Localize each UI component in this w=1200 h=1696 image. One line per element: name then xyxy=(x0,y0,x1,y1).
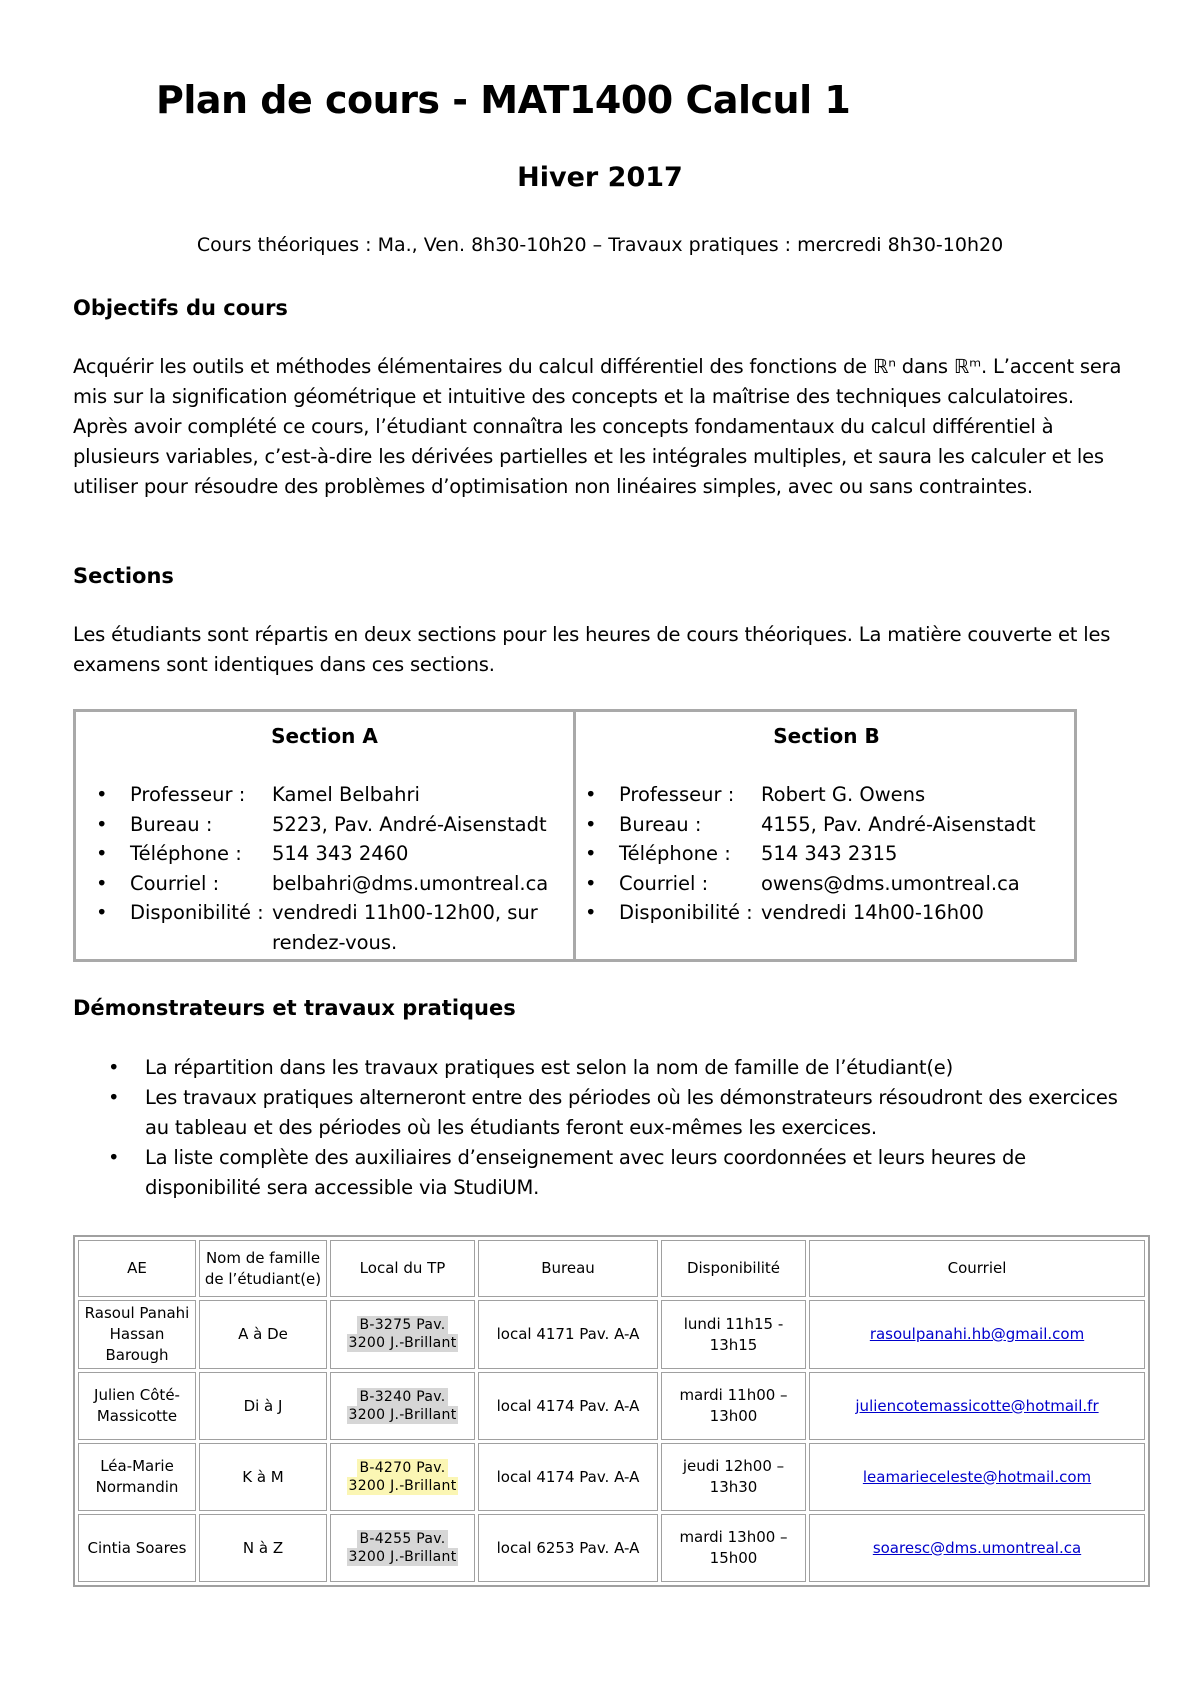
table-row xyxy=(78,1443,1145,1511)
section-b-availability xyxy=(579,898,1074,928)
section-b-list xyxy=(579,780,1074,928)
room-line: B-3240 Pav. xyxy=(359,1388,446,1405)
room-line: 3200 J.-Brillant xyxy=(348,1406,457,1423)
section-b-email xyxy=(579,869,1074,899)
bullet-icon: • xyxy=(108,1086,120,1109)
ae-name: Rasoul Panahi Hassan Barough xyxy=(78,1300,196,1369)
room-line: B-4270 Pav. xyxy=(359,1459,446,1476)
phone-label: Téléphone : xyxy=(130,842,242,865)
section-a-title: Section A xyxy=(271,724,378,748)
demonstrators-heading: Démonstrateurs et travaux pratiques xyxy=(73,996,516,1020)
section-a-office xyxy=(76,810,573,840)
room-line: 3200 J.-Brillant xyxy=(348,1477,457,1494)
email-label: Courriel : xyxy=(619,871,709,895)
bullet-icon: • xyxy=(108,1146,120,1169)
section-a-phone xyxy=(76,839,573,869)
availability-value: vendredi 14h00-16h00 xyxy=(761,901,984,924)
availability: jeudi 12h00 – 13h30 xyxy=(661,1443,806,1511)
col-header-office: Bureau xyxy=(478,1240,658,1297)
availability-value: vendredi 11h00-12h00, sur xyxy=(272,901,538,924)
phone-value: 514 343 2460 xyxy=(272,842,409,865)
professor-value: Robert G. Owens xyxy=(761,783,926,806)
bullet-icon: • xyxy=(96,783,108,806)
section-b-cell xyxy=(579,712,1074,959)
list-item xyxy=(73,1053,1133,1083)
list-item-text: La liste complète des auxiliaires d’enseignement avec leurs coordonnées et leurs heures de disponibilité sera accessible via StudiUM. xyxy=(145,1146,1026,1199)
section-b-office xyxy=(579,810,1074,840)
section-a-list xyxy=(76,780,573,954)
section-b-phone xyxy=(579,839,1074,869)
bullet-icon: • xyxy=(585,812,597,836)
email-value: owens@dms.umontreal.ca xyxy=(761,871,1020,895)
tp-room xyxy=(330,1372,475,1440)
col-header-email: Courriel xyxy=(809,1240,1145,1297)
list-item xyxy=(73,1143,1133,1203)
name-range: K à M xyxy=(199,1443,327,1511)
email-cell xyxy=(809,1514,1145,1582)
office: local 4174 Pav. A-A xyxy=(478,1372,658,1440)
office-value: 5223, Pav. André-Aisenstadt xyxy=(272,812,547,836)
name-range: N à Z xyxy=(199,1514,327,1582)
availability-label: Disponibilité : xyxy=(130,901,264,924)
availability: mardi 11h00 – 13h00 xyxy=(661,1372,806,1440)
section-a-availability xyxy=(76,898,573,954)
availability-label: Disponibilité : xyxy=(619,901,753,924)
bullet-icon: • xyxy=(96,871,108,895)
schedule-line: Cours théoriques : Ma., Ven. 8h30-10h20 – Travaux pratiques : mercredi 8h30-10h20 xyxy=(196,234,1004,256)
name-range: Di à J xyxy=(199,1372,327,1440)
page-title: Plan de cours - MAT1400 Calcul 1 xyxy=(156,78,851,122)
list-item-text: Les travaux pratiques alterneront entre des périodes où les démonstrateurs résoudront des exercices au tableau et des périodes où les étudiants feront eux-mêmes les exercices. xyxy=(145,1086,1118,1139)
col-header-room: Local du TP xyxy=(330,1240,475,1297)
bullet-icon: • xyxy=(96,842,108,865)
availability: lundi 11h15 - 13h15 xyxy=(661,1300,806,1369)
office-label: Bureau : xyxy=(619,812,702,836)
objectives-heading: Objectifs du cours xyxy=(73,296,288,320)
section-a-cell xyxy=(76,712,576,959)
email-link[interactable]: juliencotemassicotte@hotmail.fr xyxy=(855,1396,1099,1415)
email-link[interactable]: soaresc@dms.umontreal.ca xyxy=(872,1538,1082,1557)
objectives-paragraph: Acquérir les outils et méthodes élémentaires du calcul différentiel des fonctions de ℝⁿ dans ℝᵐ. L’accent sera mis sur la signification géométrique et intuitive des concepts et la maîtrise des techniques calculatoires. Après avoir complété ce cours, l’étudiant connaîtra les concepts fondamentaux du calcul différentiel à plusieurs variables, c’est-à-dire les dérivées partielles et les intégrales multiples, et saura les calculer et les utiliser pour résoudre des problèmes d’optimisation non linéaires simples, avec ou sans contraintes. xyxy=(73,355,1122,498)
professor-label: Professeur : xyxy=(619,783,735,806)
professor-label: Professeur : xyxy=(130,783,246,806)
bullet-icon: • xyxy=(585,842,597,865)
bullet-icon: • xyxy=(585,871,597,895)
tp-room xyxy=(330,1514,475,1582)
col-header-ae: AE xyxy=(78,1240,196,1297)
phone-label: Téléphone : xyxy=(619,842,731,865)
bullet-icon: • xyxy=(585,901,597,924)
phone-value: 514 343 2315 xyxy=(761,842,898,865)
list-item xyxy=(73,1083,1133,1143)
email-cell xyxy=(809,1443,1145,1511)
room-line: B-3275 Pav. xyxy=(359,1317,446,1333)
office: local 6253 Pav. A-A xyxy=(478,1514,658,1582)
office-value: 4155, Pav. André-Aisenstadt xyxy=(761,812,1036,836)
table-header-row xyxy=(78,1240,1145,1297)
availability-value-cont: rendez-vous. xyxy=(272,930,398,954)
office: local 4174 Pav. A-A xyxy=(478,1443,658,1511)
section-b-professor xyxy=(579,780,1074,810)
ae-name: Julien Côté-Massicotte xyxy=(78,1372,196,1440)
col-header-name-range: Nom de famille de l’étudiant(e) xyxy=(199,1240,327,1297)
sections-table xyxy=(73,709,1077,962)
table-row xyxy=(78,1514,1145,1582)
ae-name: Léa-Marie Normandin xyxy=(78,1443,196,1511)
section-b-title: Section B xyxy=(773,724,880,748)
email-label: Courriel : xyxy=(130,871,220,895)
ae-name: Cintia Soares xyxy=(78,1514,196,1582)
email-link[interactable]: rasoulpanahi.hb@gmail.com xyxy=(869,1325,1085,1343)
bullet-icon: • xyxy=(585,783,597,806)
col-header-availability: Disponibilité xyxy=(661,1240,806,1297)
email-value: belbahri@dms.umontreal.ca xyxy=(272,871,549,895)
bullet-icon: • xyxy=(108,1056,120,1079)
tp-room xyxy=(330,1300,475,1369)
room-line: 3200 J.-Brillant xyxy=(348,1548,457,1565)
sections-heading: Sections xyxy=(73,564,174,588)
room-line: 3200 J.-Brillant xyxy=(348,1335,457,1351)
table-row xyxy=(78,1300,1145,1369)
list-item-text: La répartition dans les travaux pratiques est selon la nom de famille de l’étudiant(e) xyxy=(145,1056,953,1079)
tp-room xyxy=(330,1443,475,1511)
bullet-icon: • xyxy=(96,901,108,924)
name-range: A à De xyxy=(199,1300,327,1369)
ta-table xyxy=(73,1235,1150,1587)
email-cell xyxy=(809,1372,1145,1440)
bullet-icon: • xyxy=(96,812,108,836)
room-line: B-4255 Pav. xyxy=(359,1530,446,1547)
sections-paragraph: Les étudiants sont répartis en deux sections pour les heures de cours théoriques. La matière couverte et les examens sont identiques dans ces sections. xyxy=(73,623,1111,676)
term-subtitle: Hiver 2017 xyxy=(517,162,683,193)
office-label: Bureau : xyxy=(130,812,213,836)
demonstrators-list xyxy=(73,1053,1133,1203)
email-link[interactable]: leamarieceleste@hotmail.com xyxy=(862,1467,1092,1486)
section-a-email xyxy=(76,869,573,899)
availability: mardi 13h00 – 15h00 xyxy=(661,1514,806,1582)
email-cell xyxy=(809,1300,1145,1369)
table-row xyxy=(78,1372,1145,1440)
professor-value: Kamel Belbahri xyxy=(272,783,420,806)
section-a-professor xyxy=(76,780,573,810)
office: local 4171 Pav. A-A xyxy=(478,1300,658,1369)
